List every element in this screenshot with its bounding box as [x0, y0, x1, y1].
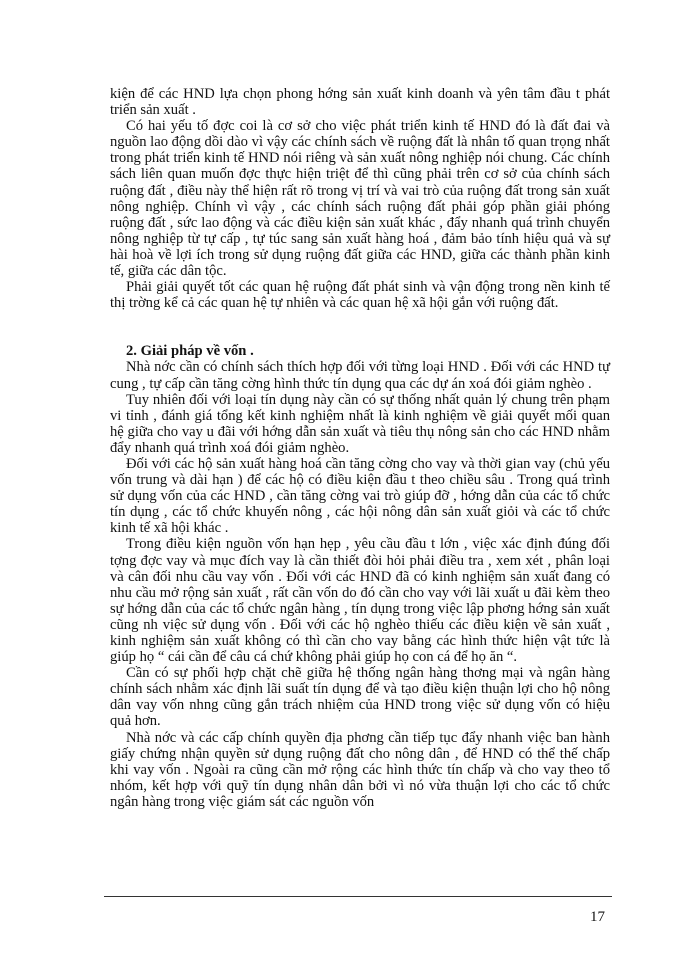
- paragraph-state-policy: Nhà nớc cần có chính sách thích hợp đối với từng loại HND . Đối với các HND tự cung , tự cấp cần tăng cờng hình thức tín dụng qua các dự án xoá đói giảm nghèo .: [110, 359, 610, 392]
- section-heading-capital: 2. Giải pháp về vốn .: [126, 343, 254, 360]
- paragraph-land-relations: Phải giải quyết tốt các quan hệ ruộng đất phát sinh và vận động trong nền kinh tế thị trờng kể cả các quan hệ tự nhiên và các quan hệ xã hội gắn với ruộng đất.: [110, 279, 610, 312]
- paragraph-land-factors: Có hai yếu tố đợc coi là cơ sở cho việc phát triển kinh tế HND đó là đất đai và nguồn lao động dồi dào vì vậy các chính sách về ruộng đất là nhân tố quan trọng nhất trong phát triển kinh tế HND nói riêng và sản xuất nông nghiệp nói chung. Các chính sách liên quan muốn đợc thực hiện triệt để thì cũng phải trên cơ sở của chính sách ruộng đất , điều này thể hiện rất rõ trong vị trí và vai trò của ruộng đất trong sản xuất nông nghiệp. Chính vì vậy , các chính sách ruộng đất phải góp phần giải phóng ruộng đất , sức lao động và các điều kiện sản xuất khác , đẩy nhanh quá trình chuyển nông nghiệp từ tự cấp , tự túc sang sản xuất hàng hoá , đảm bảo tính hiệu quả và sự hài hoà về lợi ích trong sử dụng ruộng đất giữa các HND, giữa các thành phần kinh tế, giữa các dân tộc.: [110, 118, 610, 280]
- paragraph-bank-coordination: Cần có sự phối hợp chặt chẽ giữa hệ thống ngân hàng thơng mại và ngân hàng chính sách nhằm xác định lãi suất tín dụng để và tạo điều kiện thuận lợi cho hộ nông dân vay vốn nhng cũng gắn trách nhiệm của HND trong việc sử dụng vốn có hiệu quả hơn.: [110, 665, 610, 730]
- body-text: [110, 86, 610, 810]
- paragraph-land-certificates: Nhà nớc và các cấp chính quyền địa phơng cần tiếp tục đẩy nhanh việc ban hành giấy chứng nhận quyền sử dụng ruộng đất cho nông dân , để HND có thể thế chấp khi vay vốn . Ngoài ra cũng cần mở rộng các hình thức tín chấp và cho vay theo tổ nhóm, kết hợp với quỹ tín dụng nhân dân bởi vì nó vừa thuận lợi cho các tổ chức ngân hàng trong việc giám sát các nguồn vốn: [110, 729, 610, 810]
- paragraph-credit-management: Tuy nhiên đối với loại tín dụng này cần có sự thống nhất quản lý chung trên phạm vi tỉnh , đánh giá tổng kết kinh nghiệm nhất là kinh nghiệm về giải quyết mối quan hệ giữa cho vay u đãi với hớng dẫn sản xuất và tiêu thụ nông sản cho các HND nhằm đẩy nhanh quá trình xoá đói giảm nghèo.: [110, 391, 610, 456]
- footer-divider: [104, 896, 612, 897]
- page-number: 17: [590, 909, 605, 925]
- paragraph-limited-capital: Trong điều kiện nguồn vốn hạn hẹp , yêu cầu đầu t lớn , việc xác định đúng đối tợng đợc vay và mục đích vay là cần thiết đòi hỏi phải điều tra , xem xét , phân loại và cân đối nhu cầu vay vốn . Đối với các HND đã có kinh nghiệm sản xuất đang có nhu cầu mở rộng sản xuất , rất cần vốn do đó cần cho vay với lãi xuất u đãi kèm theo sự hớng dẫn của các tổ chức ngân hàng , tín dụng trong việc lập phơng hớng sản xuất cũng nh việc sử dụng vốn . Đối với các hộ nghèo thiếu các điều kiện về sản xuất , kinh nghiệm sản xuất không có thì cần cho vay bằng các hình thức hiện vật tức là giúp họ “ cái cần để câu cá chứ không phải giúp họ con cá để họ ăn “.: [110, 536, 610, 666]
- paragraph-commodity-households: Đối với các hộ sản xuất hàng hoá cần tăng cờng cho vay và thời gian vay (chủ yếu vốn trung và dài hạn ) để các hộ có điều kiện đầu t theo chiều sâu . Trong quá trình sử dụng vốn của các HND , cần tăng cờng vai trò giúp đỡ , hớng dẫn của các tổ chức tín dụng , các tổ chức khuyến nông , các hội nông dân sản xuất giỏi và các tổ chức kinh tế xã hội khác .: [110, 455, 610, 537]
- paragraph-continuation: kiện để các HND lựa chọn phong hớng sản xuất kinh doanh và yên tâm đầu t phát triển sản xuất .: [110, 86, 610, 119]
